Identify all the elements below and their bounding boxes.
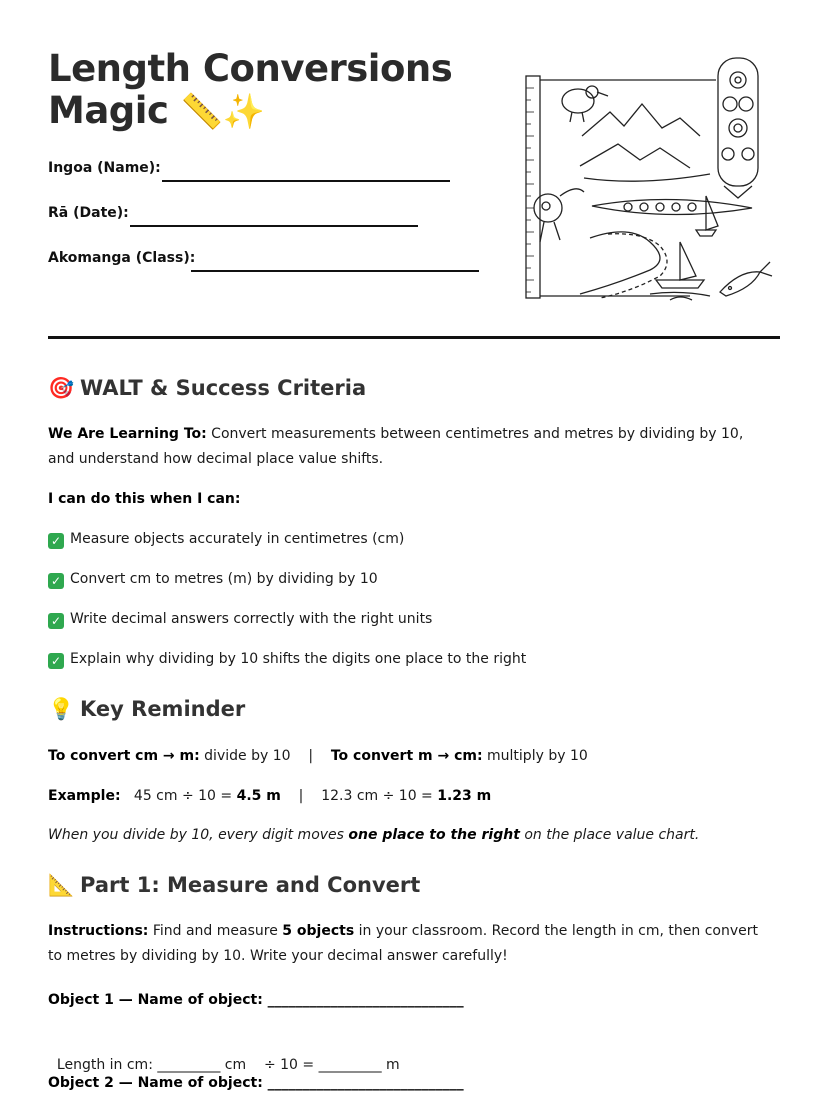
title-line-1: Length Conversions	[48, 47, 453, 90]
checkmark-icon: ✓	[48, 613, 64, 629]
ruler-icon	[526, 76, 540, 298]
pou-carving-icon	[718, 58, 758, 198]
object-2-name[interactable]: Object 2 — Name of object: ____________________________	[48, 1075, 464, 1091]
section-divider	[48, 336, 780, 339]
name-line[interactable]	[162, 180, 450, 182]
part1-heading: 📐 Part 1: Measure and Convert	[48, 873, 421, 897]
class-label: Akomanga (Class):	[48, 250, 196, 266]
nz-ruler-illustration	[520, 56, 782, 306]
name-field[interactable]	[48, 160, 161, 176]
criteria-item-2: ✓ Convert cm to metres (m) by dividing by 10	[48, 567, 768, 592]
name-label: Ingoa (Name):	[48, 160, 161, 176]
can-do-label: I can do this when I can:	[48, 491, 241, 507]
example-line: Example: 45 cm ÷ 10 = 4.5 m | 12.3 cm ÷ 10 = 1.23 m	[48, 788, 492, 804]
checkmark-icon: ✓	[48, 573, 64, 589]
page-title	[48, 48, 452, 133]
checkmark-icon: ✓	[48, 653, 64, 669]
walt-learning: We Are Learning To: Convert measurements between centimetres and metres by dividing by 10, and understand how decimal place value shifts.	[48, 426, 744, 467]
class-field[interactable]	[48, 250, 195, 266]
conversion-rules: To convert cm → m: divide by 10 | To convert m → cm: multiply by 10	[48, 748, 588, 764]
object-1-length[interactable]: Length in cm: _________ cm ÷ 10 = _________ m	[56, 1057, 400, 1073]
object-1-name[interactable]: Object 1 — Name of object: ____________________________	[48, 992, 464, 1008]
date-line[interactable]	[130, 225, 418, 227]
fish-icon	[720, 262, 772, 296]
reminder-heading: 💡 Key Reminder	[48, 697, 246, 721]
part1-instructions: Instructions: Find and measure 5 objects in your classroom. Record the length in cm, then convert to metres by dividing by 10. Write your decimal answer carefully!	[48, 923, 758, 964]
date-field[interactable]	[48, 205, 129, 221]
walt-heading: 🎯 WALT & Success Criteria	[48, 376, 367, 400]
waka-canoe-icon	[592, 199, 752, 214]
boat-icon	[650, 242, 710, 296]
place-value-note: When you divide by 10, every digit moves one place to the right on the place value chart.	[48, 827, 700, 843]
road-icon	[580, 232, 660, 294]
lightbulb-icon: 💡	[48, 697, 75, 721]
ruler-sparkles-icon: 📏✨	[180, 92, 265, 132]
checkmark-icon: ✓	[48, 533, 64, 549]
target-icon: 🎯	[48, 376, 75, 400]
criteria-item-4: ✓ Explain why dividing by 10 shifts the digits one place to the right	[48, 647, 768, 672]
triangle-ruler-icon: 📐	[48, 873, 75, 897]
title-line-2: Magic	[48, 89, 169, 132]
criteria-item-3: ✓ Write decimal answers correctly with the right units	[48, 607, 768, 632]
date-label: Rā (Date):	[48, 205, 129, 221]
class-line[interactable]	[191, 270, 479, 272]
bird-icon	[534, 189, 584, 242]
criteria-item-1: ✓ Measure objects accurately in centimetres (cm)	[48, 527, 768, 552]
kiwi-icon	[562, 86, 608, 122]
